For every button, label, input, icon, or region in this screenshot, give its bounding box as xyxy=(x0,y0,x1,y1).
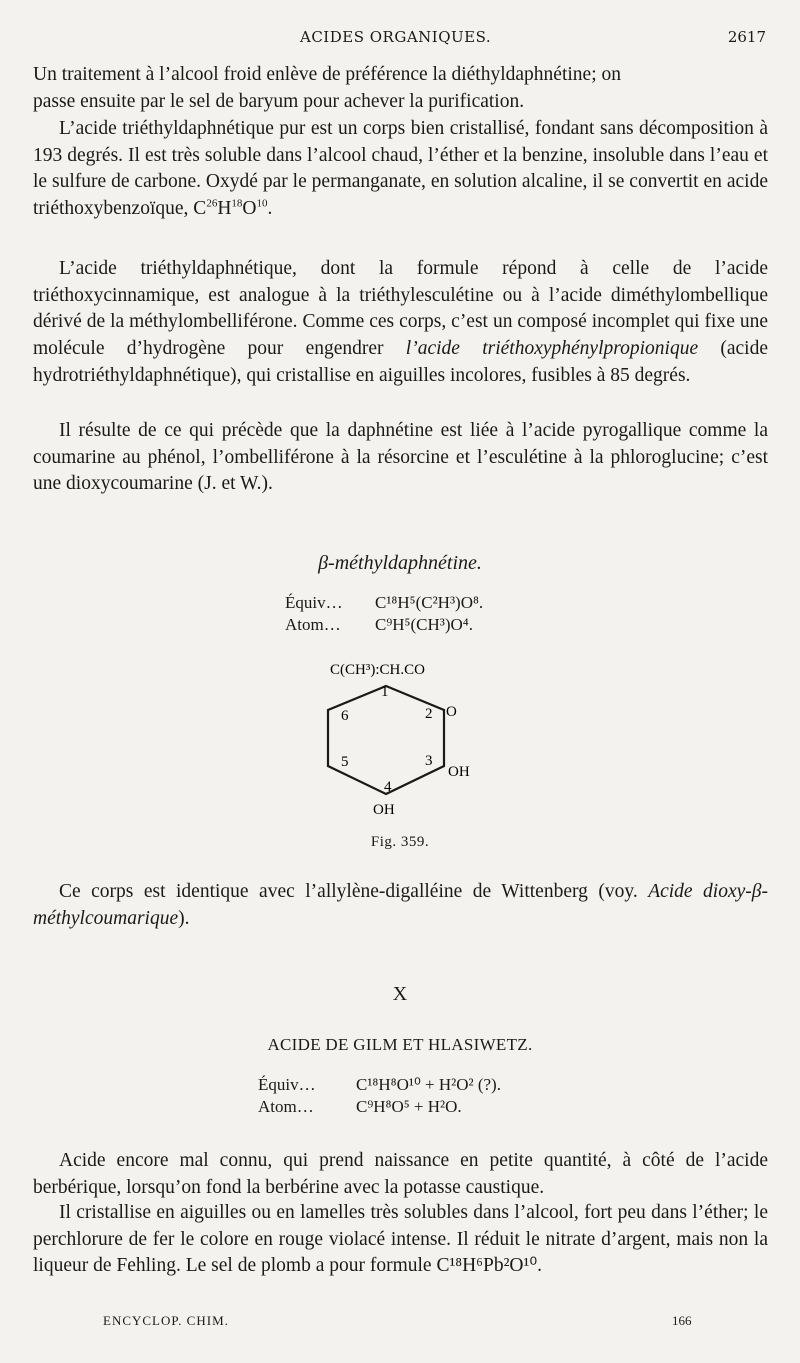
paragraph-3-part-1: L’acide triéthyldaphnétique, dont la formule répond à celle de l’acide triéthoxycinnamique, est analogue à la triéthylesculétine ou à l’acide diméthylombellique dérivé de la méthylombelliférone. Comme ces corps, c’est un composé incomplet qui fixe une molécule d’hydrogène pour engendrer xyxy=(33,258,768,360)
paragraph-5: Ce corps est identique avec l’allylène-digalléine de Wittenberg (voy. Acide dioxy-β-méthylcoumarique). xyxy=(33,881,768,929)
paragraph-7: Il cristallise en aiguilles ou en lamelles très solubles dans l’alcool, fort peu dans l’éther; le perchlorure de fer le colore en rouge violacé intense. Il réduit le nitrate d’argent, mais non la liqueur de Fehling. Le sel de plomb a pour formule C¹⁸H⁶Pb²O¹⁰. xyxy=(33,1202,768,1277)
vertex-6: 6 xyxy=(341,708,349,724)
hydroxyl-right: OH xyxy=(448,764,470,780)
oxygen-label: O xyxy=(446,704,457,720)
section-title-gilm: ACIDE DE GILM ET HLASIWETZ. xyxy=(267,1035,533,1054)
vertex-3: 3 xyxy=(425,753,433,769)
lead-salt-formula: C¹⁸H⁶Pb²O¹⁰. xyxy=(436,1255,543,1277)
atom-formula-2: Atom… C⁹H⁸O⁵ + H²O. xyxy=(258,1097,462,1116)
structure-diagram xyxy=(300,652,500,832)
footer-sheet-number: 166 xyxy=(672,1313,692,1328)
vertex-4: 4 xyxy=(384,779,392,795)
paragraph-3 xyxy=(33,256,768,390)
section-numeral: X xyxy=(392,983,408,1005)
hydroxyl-bottom: OH xyxy=(373,802,395,818)
cross-reference: Acide dioxy-β-méthylcoumarique xyxy=(33,881,768,929)
paragraph-6: Acide encore mal connu, qui prend naissance en petite quantité, à côté de l’acide berbérique, lorsqu’on fond la berbérine avec la potasse caustique. xyxy=(33,1150,768,1198)
page-number: 2617 xyxy=(727,28,766,46)
paragraph-1-line-1: Un traitement à l’alcool froid enlève de préférence la diéthyldaphnétine; on xyxy=(33,64,621,85)
figure-caption: Fig. 359. xyxy=(370,834,430,850)
paragraph-4 xyxy=(33,418,768,498)
running-title: ACIDES ORGANIQUES. xyxy=(300,28,492,46)
benzene-ring xyxy=(328,686,444,794)
paragraph-1-line-2: passe ensuite par le sel de baryum pour achever la purification. xyxy=(33,90,525,112)
section-title-methyldaphnetine: β-méthyldaphnétine. xyxy=(318,552,482,574)
running-header xyxy=(0,28,800,52)
paragraph-2-text: L’acide triéthyldaphnétique pur est un corps bien cristallisé, fondant sans décomposition à 193 degrés. Il est très soluble dans l’alcool chaud, l’éther et la benzine, insoluble dans l’eau et le sulfure de carbone. Oxydé par le permanganate, en solution alcaline, il se convertit en acide triéthoxybenzoïque, xyxy=(33,118,768,220)
vertex-5: 5 xyxy=(341,754,349,770)
paragraph-3-part-2: (acide hydrotriéthyldaphnétique), qui cristallise en aiguilles incolores, fusibles à 85 degrés. xyxy=(33,338,769,386)
vertex-2: 2 xyxy=(425,706,433,722)
paragraph-1 xyxy=(33,62,768,115)
vertex-1: 1 xyxy=(381,684,389,700)
paragraph-2 xyxy=(33,116,768,223)
atom-formula-1: Atom… C⁹H⁵(CH³)O⁴. xyxy=(285,615,473,634)
oxidation-product-formula: $C^{26}H^{18}O^{10}$. xyxy=(193,197,273,220)
equiv-formula-1: Équiv… C¹⁸H⁵(C²H³)O⁸. xyxy=(285,593,484,612)
paragraph-3-italic: l’acide triéthoxyphénylpropionique xyxy=(405,338,699,360)
equiv-formula-2: Équiv… C¹⁸H⁸O¹⁰ + H²O² (?). xyxy=(258,1075,501,1094)
footer-signature: ENCYCLOP. CHIM. xyxy=(103,1313,229,1328)
paragraph-4-text: Il résulte de ce qui précède que la daphnétine est liée à l’acide pyrogallique comme la coumarine au phénol, l’ombelliférone à la résorcine et l’esculétine à la phloroglucine; c’est une dioxycoumarine (J. et W.). xyxy=(33,420,768,495)
side-chain-label: C(CH³):CH.CO xyxy=(330,662,425,678)
